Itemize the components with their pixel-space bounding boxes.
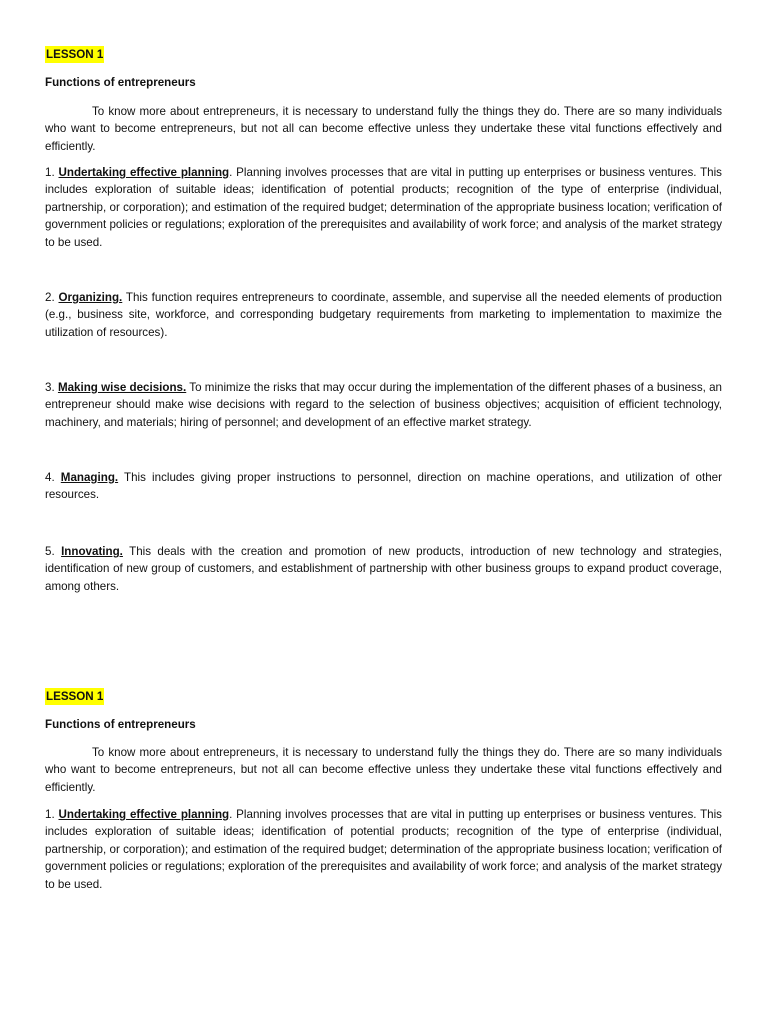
item-text: To minimize the risks that may occur during the implementation of the different phases of a business, an entrepreneur should make wise decisions with regard to the selection of business objectives; acquisition of efficient technology, machinery, and materials; hiring of personnel; and development of an effective market strategy. bbox=[45, 381, 722, 429]
item-term: Organizing. bbox=[58, 291, 123, 304]
function-item-4 bbox=[45, 469, 722, 504]
lesson-label-container bbox=[45, 46, 722, 63]
item-term: Making wise decisions. bbox=[57, 381, 187, 394]
function-item-2 bbox=[45, 289, 722, 341]
item-term: Undertaking effective planning bbox=[58, 166, 230, 179]
item-text: . Planning involves processes that are vital in putting up enterprises or business ventures. This includes exploration of suitable ideas; identification of potential products; recognition of the type of enterprise (individual, partnership, or corporation); and estimation of the required budget; determination of the appropriate business location; verification of government policies or regulations; exploration of the prerequisites and availability of work force; and analysis of the market strategy to be used. bbox=[45, 808, 722, 891]
function-item-1 bbox=[45, 806, 722, 893]
function-item-1 bbox=[45, 164, 722, 251]
item-number: 2. bbox=[45, 291, 55, 304]
function-item-5 bbox=[45, 543, 722, 595]
item-number: 1. bbox=[45, 166, 55, 179]
item-text: . Planning involves processes that are vital in putting up enterprises or business ventures. This includes exploration of suitable ideas; identification of potential products; recognition of the type of enterprise (individual, partnership, or corporation); and estimation of the required budget; determination of the appropriate business location; verification of government policies or regulations; exploration of the prerequisites and availability of work force; and analysis of the market strategy to be used. bbox=[45, 166, 722, 249]
item-term: Undertaking effective planning bbox=[58, 808, 230, 821]
item-text: This deals with the creation and promotion of new products, introduction of new technology and strategies, identification of new group of customers, and establishment of partnership with other business groups to expand product coverage, among others. bbox=[45, 545, 722, 593]
lesson-label: LESSON 1 bbox=[46, 48, 104, 61]
item-number: 3. bbox=[45, 381, 55, 394]
section-heading: Functions of entrepreneurs bbox=[45, 76, 196, 89]
item-term: Managing. bbox=[60, 471, 119, 484]
intro-paragraph: To know more about entrepreneurs, it is necessary to understand fully the things they do. There are so many individuals who want to become entrepreneurs, but not all can become effective unless they undertake these vital functions effectively and efficiently. bbox=[45, 746, 722, 794]
function-item-3 bbox=[45, 379, 722, 431]
item-text: This function requires entrepreneurs to coordinate, assemble, and supervise all the needed elements of production (e.g., business site, workforce, and corresponding budgetary requirements from marketing to implementation to maximize the utilization of resources). bbox=[45, 291, 722, 339]
intro-paragraph: To know more about entrepreneurs, it is necessary to understand fully the things they do. There are so many individuals who want to become entrepreneurs, but not all can become effective unless they undertake these vital functions effectively and efficiently. bbox=[45, 105, 722, 153]
item-number: 1. bbox=[45, 808, 55, 821]
item-term: Innovating. bbox=[61, 545, 123, 558]
section-heading: Functions of entrepreneurs bbox=[45, 718, 196, 731]
lesson-label-container bbox=[45, 688, 722, 705]
lesson-label: LESSON 1 bbox=[46, 690, 104, 703]
item-number: 4. bbox=[45, 471, 55, 484]
item-text: This includes giving proper instructions to personnel, direction on machine operations, and utilization of other resources. bbox=[45, 471, 722, 502]
item-number: 5. bbox=[45, 545, 55, 558]
